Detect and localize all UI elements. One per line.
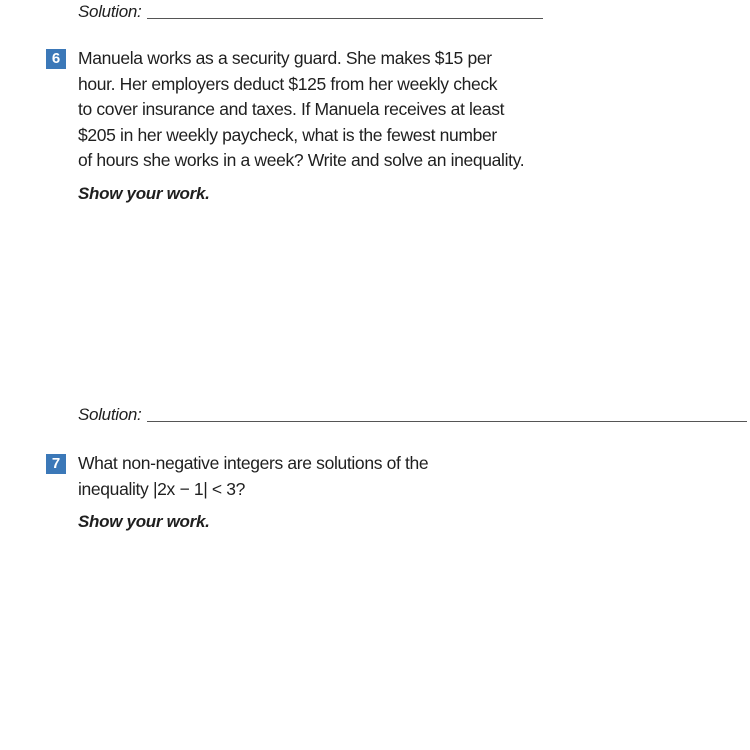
problem-text-line: inequality |2x − 1| < 3? xyxy=(78,478,246,499)
problem-text-line: hour. Her employers deduct $125 from her weekly check xyxy=(78,73,498,94)
solution-row-6 xyxy=(78,405,747,425)
problem-number-badge: 6 xyxy=(46,49,66,69)
solution-answer-line xyxy=(147,421,747,422)
problem-text-line: Manuela works as a security guard. She makes $15 per xyxy=(78,48,492,68)
problem-text-line: What non-negative integers are solutions of the xyxy=(78,453,429,473)
problem-number-badge: 7 xyxy=(46,454,66,474)
solution-answer-line xyxy=(147,18,543,19)
show-work-instruction: Show your work. xyxy=(78,184,210,203)
problem-text-line: of hours she works in a week? Write and solve an inequality. xyxy=(78,150,525,170)
problem-7-text xyxy=(78,451,428,502)
problem-text-line: $205 in her weekly paycheck, what is the fewest number xyxy=(78,124,497,145)
solution-label: Solution: xyxy=(78,2,142,21)
problem-text-line: to cover insurance and taxes. If Manuela receives at least xyxy=(78,99,505,119)
problem-6-text xyxy=(78,46,524,174)
show-work-instruction: Show your work. xyxy=(78,512,210,531)
solution-row-5 xyxy=(78,2,543,22)
solution-label: Solution: xyxy=(78,405,142,424)
